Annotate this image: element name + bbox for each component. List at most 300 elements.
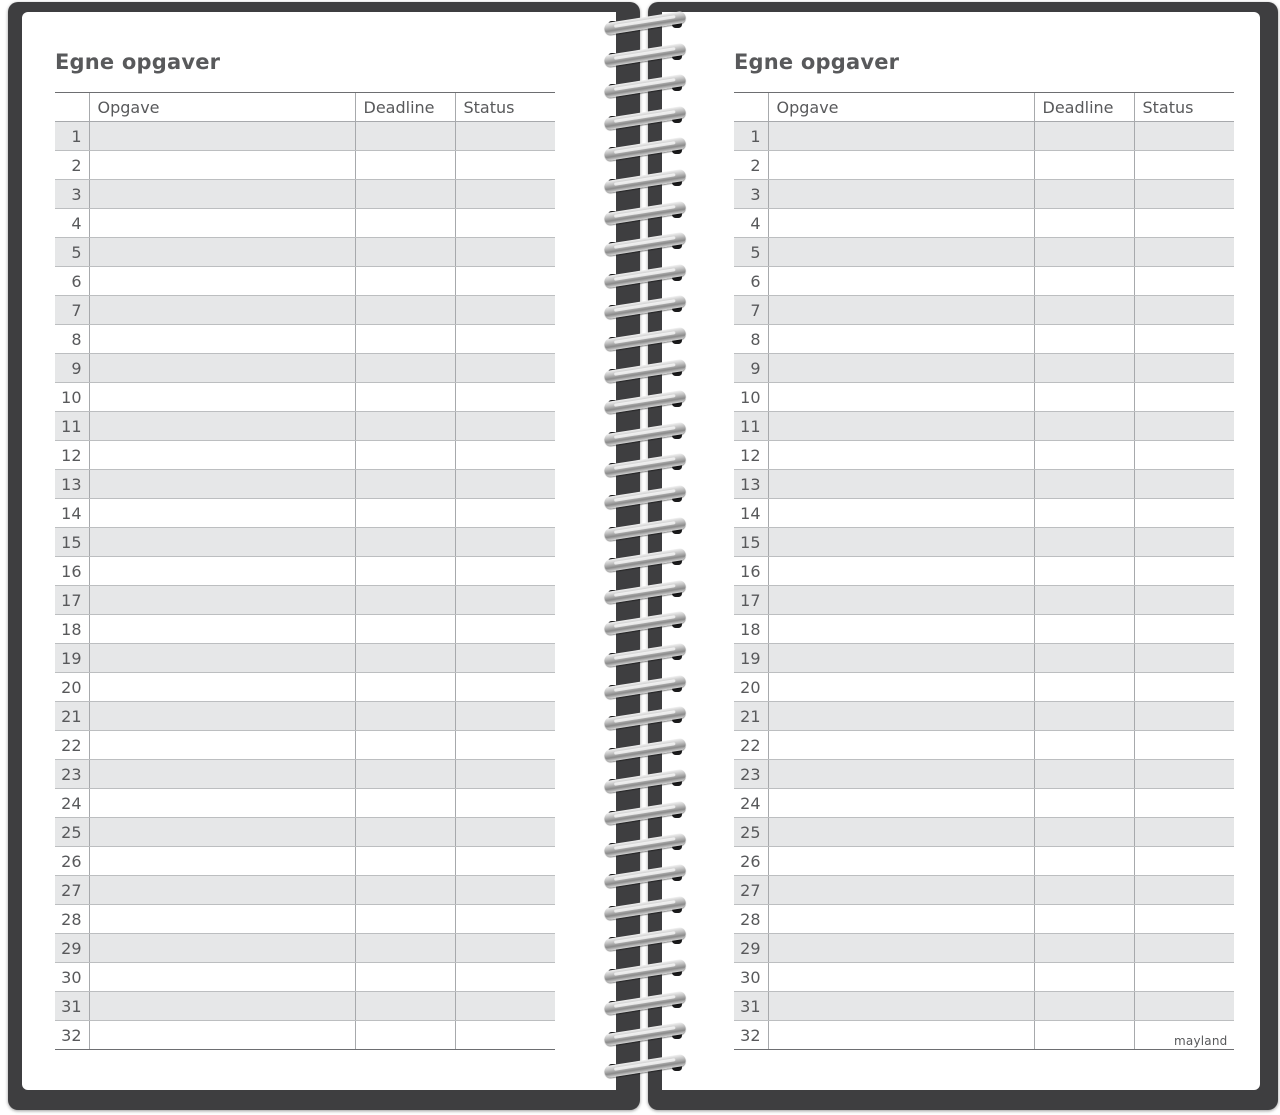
coil-wire [604,674,687,699]
deadline-cell[interactable] [355,412,455,441]
table-row [55,296,555,325]
task-cell[interactable] [768,731,1034,760]
spiral-coil [600,958,692,984]
row-number: 26 [55,847,89,876]
deadline-cell[interactable] [355,847,455,876]
status-cell[interactable] [1134,760,1234,789]
status-cell[interactable] [1134,847,1234,876]
task-cell[interactable] [89,151,355,180]
deadline-cell[interactable] [1034,644,1134,673]
status-cell[interactable] [455,586,555,615]
deadline-cell[interactable] [355,499,455,528]
task-cell[interactable] [768,122,1034,151]
status-cell[interactable] [1134,615,1234,644]
status-cell[interactable] [1134,818,1234,847]
status-cell[interactable] [1134,789,1234,818]
coil-wire [604,959,687,984]
task-cell[interactable] [89,441,355,470]
status-cell[interactable] [455,470,555,499]
coil-wire [604,864,687,889]
coil-wire [604,42,687,67]
deadline-cell[interactable] [355,528,455,557]
task-cell[interactable] [89,992,355,1021]
deadline-cell[interactable] [1034,789,1134,818]
row-number: 11 [55,412,89,441]
status-cell[interactable] [455,992,555,1021]
task-cell[interactable] [768,354,1034,383]
task-cell[interactable] [768,615,1034,644]
table-row [55,963,555,992]
deadline-cell[interactable] [355,934,455,963]
task-cell[interactable] [89,876,355,905]
status-cell[interactable] [1134,644,1234,673]
task-cell[interactable] [768,847,1034,876]
deadline-cell[interactable] [355,441,455,470]
task-cell[interactable] [768,1021,1034,1050]
status-cell[interactable] [455,383,555,412]
table-row [55,151,555,180]
status-cell[interactable] [1134,122,1234,151]
status-cell[interactable] [455,441,555,470]
row-number: 14 [55,499,89,528]
task-cell[interactable] [768,528,1034,557]
status-cell[interactable] [455,267,555,296]
row-number: 24 [734,789,768,818]
task-cell[interactable] [768,412,1034,441]
table-row [734,383,1234,412]
task-cell[interactable] [768,151,1034,180]
status-cell[interactable] [1134,180,1234,209]
table-row [55,354,555,383]
row-number: 8 [734,325,768,354]
deadline-cell[interactable] [355,992,455,1021]
spiral-coil [600,484,692,510]
task-cell[interactable] [89,586,355,615]
status-cell[interactable] [1134,586,1234,615]
status-cell[interactable] [1134,992,1234,1021]
row-number: 12 [55,441,89,470]
status-cell[interactable] [1134,296,1234,325]
table-row [55,818,555,847]
row-number: 30 [734,963,768,992]
task-cell[interactable] [89,760,355,789]
task-cell[interactable] [768,557,1034,586]
table-row [55,847,555,876]
deadline-cell[interactable] [355,818,455,847]
task-cell[interactable] [768,383,1034,412]
coil-wire [604,737,687,762]
status-cell[interactable] [455,296,555,325]
task-cell[interactable] [89,180,355,209]
status-cell[interactable] [455,209,555,238]
status-cell[interactable] [1134,325,1234,354]
table-row [734,905,1234,934]
deadline-cell[interactable] [1034,354,1134,383]
status-cell[interactable] [455,1021,555,1050]
row-number: 20 [55,673,89,702]
deadline-cell[interactable] [355,586,455,615]
status-cell[interactable] [1134,354,1234,383]
spiral-coil [600,421,692,447]
task-cell[interactable] [89,209,355,238]
status-cell[interactable] [1134,267,1234,296]
task-cell[interactable] [768,760,1034,789]
status-cell[interactable] [1134,209,1234,238]
status-cell[interactable] [455,499,555,528]
task-cell[interactable] [89,296,355,325]
table-row [734,876,1234,905]
row-number: 16 [55,557,89,586]
task-cell[interactable] [89,412,355,441]
deadline-cell[interactable] [355,702,455,731]
row-number: 21 [55,702,89,731]
row-number: 27 [55,876,89,905]
status-cell[interactable] [455,238,555,267]
spiral-coil [600,294,692,320]
row-number: 10 [734,383,768,412]
deadline-cell[interactable] [1034,615,1134,644]
deadline-cell[interactable] [355,905,455,934]
task-cell[interactable] [89,383,355,412]
table-row [55,528,555,557]
status-cell[interactable] [455,789,555,818]
coil-wire [604,611,687,636]
coil-wire [604,232,687,257]
table-row [55,644,555,673]
status-cell[interactable] [1134,528,1234,557]
deadline-cell[interactable] [355,557,455,586]
deadline-cell[interactable] [1034,470,1134,499]
task-cell[interactable] [768,180,1034,209]
deadline-cell[interactable] [355,151,455,180]
row-number: 6 [55,267,89,296]
row-number: 6 [734,267,768,296]
task-cell[interactable] [89,528,355,557]
status-cell[interactable] [1134,470,1234,499]
table-row [734,963,1234,992]
task-column-header: Opgave [89,93,355,122]
deadline-cell[interactable] [1034,528,1134,557]
deadline-cell[interactable] [355,354,455,383]
table-row [734,934,1234,963]
row-number: 12 [734,441,768,470]
task-table [55,92,555,1050]
deadline-cell[interactable] [1034,963,1134,992]
row-number: 21 [734,702,768,731]
deadline-cell[interactable] [355,296,455,325]
status-cell[interactable] [455,876,555,905]
status-cell[interactable] [455,963,555,992]
row-number: 9 [55,354,89,383]
row-number: 20 [734,673,768,702]
deadline-cell[interactable] [1034,876,1134,905]
status-cell[interactable] [455,151,555,180]
deadline-cell[interactable] [355,644,455,673]
deadline-cell[interactable] [1034,731,1134,760]
status-cell[interactable] [1134,876,1234,905]
deadline-cell[interactable] [1034,1021,1134,1050]
status-cell[interactable] [455,731,555,760]
deadline-cell[interactable] [355,383,455,412]
table-row [734,209,1234,238]
task-cell[interactable] [89,673,355,702]
coil-wire [604,579,687,604]
task-cell[interactable] [768,238,1034,267]
spiral-coil [600,105,692,131]
task-cell[interactable] [89,122,355,151]
status-cell[interactable] [455,934,555,963]
task-cell[interactable] [768,673,1034,702]
deadline-cell[interactable] [355,267,455,296]
row-number: 31 [734,992,768,1021]
deadline-cell[interactable] [355,209,455,238]
task-cell[interactable] [89,354,355,383]
status-cell[interactable] [455,354,555,383]
status-cell[interactable] [455,847,555,876]
status-cell[interactable] [1134,151,1234,180]
spiral-binding [600,10,692,1090]
deadline-cell[interactable] [1034,760,1134,789]
table-row [55,238,555,267]
status-cell[interactable] [455,905,555,934]
status-cell[interactable] [455,673,555,702]
status-cell[interactable] [455,818,555,847]
coil-wire [604,137,687,162]
deadline-cell[interactable] [355,325,455,354]
table-row [55,180,555,209]
row-number: 32 [734,1021,768,1050]
deadline-cell[interactable] [1034,847,1134,876]
status-cell[interactable] [455,325,555,354]
task-cell[interactable] [768,992,1034,1021]
row-number: 10 [55,383,89,412]
table-row [55,1021,555,1050]
table-row [55,441,555,470]
status-cell[interactable] [1134,934,1234,963]
deadline-cell[interactable] [1034,180,1134,209]
task-cell[interactable] [768,818,1034,847]
task-cell[interactable] [768,267,1034,296]
table-row [734,789,1234,818]
table-row [55,122,555,151]
deadline-cell[interactable] [355,963,455,992]
task-cell[interactable] [768,702,1034,731]
coil-wire [604,895,687,920]
status-cell[interactable] [1134,963,1234,992]
task-cell[interactable] [768,963,1034,992]
status-cell[interactable] [1134,673,1234,702]
spiral-coil [600,579,692,605]
spiral-coil [600,326,692,352]
row-number: 1 [55,122,89,151]
deadline-cell[interactable] [355,760,455,789]
status-cell[interactable] [1134,441,1234,470]
status-cell[interactable] [455,180,555,209]
deadline-cell[interactable] [355,789,455,818]
task-cell[interactable] [89,238,355,267]
task-cell[interactable] [768,644,1034,673]
task-cell[interactable] [89,644,355,673]
deadline-cell[interactable] [1034,499,1134,528]
task-cell[interactable] [89,267,355,296]
deadline-cell[interactable] [1034,673,1134,702]
task-cell[interactable] [89,789,355,818]
row-number: 29 [55,934,89,963]
task-cell[interactable] [768,325,1034,354]
deadline-cell[interactable] [1034,209,1134,238]
table-row [734,731,1234,760]
status-cell[interactable] [1134,702,1234,731]
task-cell[interactable] [89,934,355,963]
task-cell[interactable] [768,934,1034,963]
table-row [734,557,1234,586]
coil-wire [604,74,687,99]
status-cell[interactable] [1134,557,1234,586]
row-number: 23 [55,760,89,789]
table-row [734,354,1234,383]
table-header-row [734,93,1234,122]
table-row [55,905,555,934]
deadline-cell[interactable] [1034,586,1134,615]
coil-wire [604,548,687,573]
task-cell[interactable] [89,325,355,354]
deadline-cell[interactable] [1034,412,1134,441]
status-cell[interactable] [1134,238,1234,267]
task-column-header: Opgave [768,93,1034,122]
deadline-cell[interactable] [355,673,455,702]
deadline-cell[interactable] [355,731,455,760]
deadline-cell[interactable] [1034,325,1134,354]
deadline-cell[interactable] [1034,441,1134,470]
status-cell[interactable] [455,412,555,441]
coil-wire [604,706,687,731]
left-page [22,12,616,1090]
row-number: 32 [55,1021,89,1050]
coil-wire [604,263,687,288]
coil-wire [604,105,687,130]
deadline-cell[interactable] [355,180,455,209]
row-number: 5 [734,238,768,267]
status-cell[interactable] [455,702,555,731]
deadline-cell[interactable] [355,876,455,905]
status-cell[interactable] [455,528,555,557]
status-cell[interactable] [1134,731,1234,760]
coil-wire [604,801,687,826]
task-cell[interactable] [89,470,355,499]
status-cell[interactable] [455,644,555,673]
spiral-coil [600,642,692,668]
deadline-cell[interactable] [1034,383,1134,412]
task-cell[interactable] [768,499,1034,528]
task-cell[interactable] [89,499,355,528]
row-number: 7 [734,296,768,325]
task-cell[interactable] [89,731,355,760]
coil-wire [604,990,687,1015]
spiral-coil [600,926,692,952]
number-column-header [734,93,768,122]
table-row [734,644,1234,673]
status-cell[interactable] [1134,499,1234,528]
task-cell[interactable] [89,905,355,934]
deadline-cell[interactable] [355,470,455,499]
task-cell[interactable] [768,441,1034,470]
status-cell[interactable] [455,557,555,586]
coil-wire [604,327,687,352]
task-cell[interactable] [768,905,1034,934]
task-cell[interactable] [89,847,355,876]
status-cell[interactable] [455,122,555,151]
deadline-cell[interactable] [1034,296,1134,325]
task-cell[interactable] [768,876,1034,905]
status-cell[interactable] [1134,905,1234,934]
spiral-coil [600,200,692,226]
row-number: 24 [55,789,89,818]
deadline-cell[interactable] [1034,934,1134,963]
table-row [734,1021,1234,1050]
deadline-cell[interactable] [1034,818,1134,847]
deadline-cell[interactable] [355,122,455,151]
row-number: 22 [734,731,768,760]
deadline-cell[interactable] [355,1021,455,1050]
row-number: 22 [55,731,89,760]
row-number: 15 [55,528,89,557]
table-row [55,412,555,441]
task-cell[interactable] [89,557,355,586]
coil-wire [604,516,687,541]
task-cell[interactable] [768,789,1034,818]
task-cell[interactable] [89,818,355,847]
row-number: 9 [734,354,768,383]
deadline-cell[interactable] [1034,122,1134,151]
status-cell[interactable] [455,760,555,789]
status-cell[interactable] [455,615,555,644]
task-cell[interactable] [768,209,1034,238]
brand-logo: mayland [1174,1034,1228,1048]
task-cell[interactable] [768,296,1034,325]
coil-wire [604,295,687,320]
table-row [734,992,1234,1021]
status-cell[interactable] [1134,383,1234,412]
status-column-header: Status [1134,93,1234,122]
task-cell[interactable] [768,586,1034,615]
table-row [55,702,555,731]
deadline-cell[interactable] [1034,557,1134,586]
task-cell[interactable] [89,702,355,731]
table-row [734,296,1234,325]
deadline-cell[interactable] [1034,238,1134,267]
table-row [734,702,1234,731]
deadline-column-header: Deadline [1034,93,1134,122]
row-number: 26 [734,847,768,876]
row-number: 28 [55,905,89,934]
task-cell[interactable] [768,470,1034,499]
task-cell[interactable] [89,963,355,992]
deadline-cell[interactable] [1034,992,1134,1021]
deadline-cell[interactable] [1034,267,1134,296]
task-cell[interactable] [89,1021,355,1050]
deadline-cell[interactable] [355,615,455,644]
task-table [734,92,1234,1050]
spiral-coil [600,1053,692,1079]
deadline-cell[interactable] [1034,905,1134,934]
task-cell[interactable] [89,615,355,644]
deadline-cell[interactable] [355,238,455,267]
status-cell[interactable] [1134,412,1234,441]
table-row [55,934,555,963]
row-number: 8 [55,325,89,354]
deadline-cell[interactable] [1034,702,1134,731]
deadline-cell[interactable] [1034,151,1134,180]
